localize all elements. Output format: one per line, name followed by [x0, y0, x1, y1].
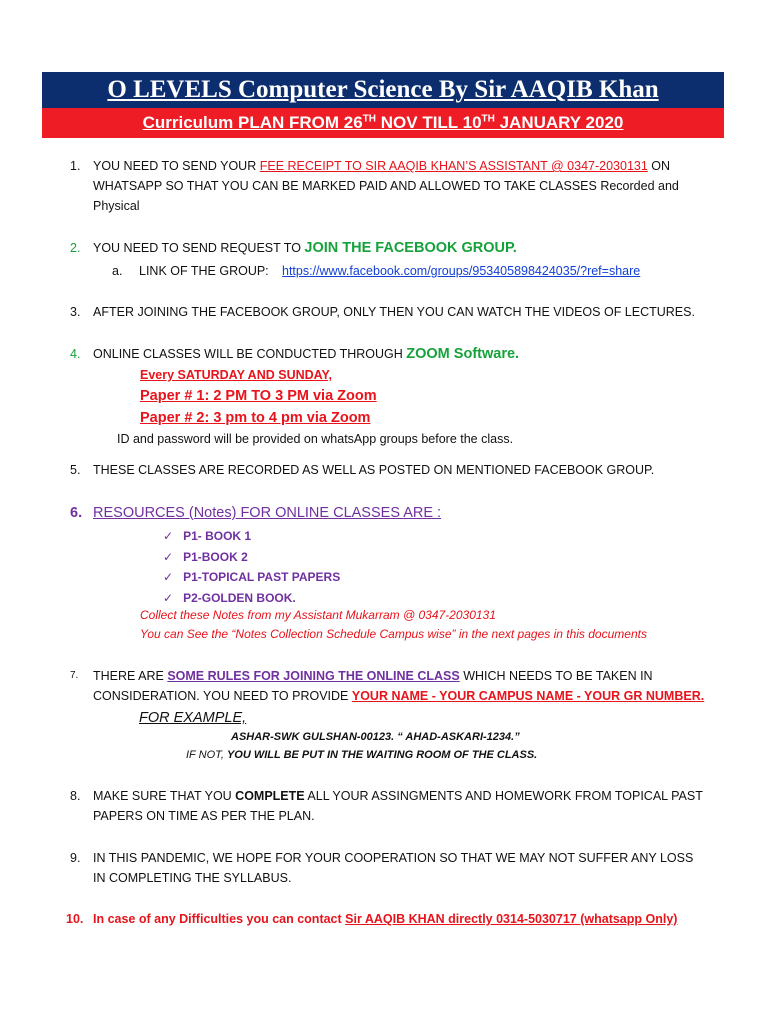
class-days: Every SATURDAY AND SUNDAY,: [140, 368, 332, 382]
fee-receipt-highlight: FEE RECEIPT TO SIR AAQIB KHAN’S ASSISTANT @ 0347-2030131: [259, 159, 648, 173]
item-number: 10.: [66, 912, 84, 926]
item-number: 9.: [70, 851, 81, 865]
title-banner: [42, 72, 724, 138]
example-label: FOR EXAMPLE,: [139, 710, 247, 726]
sub-item-label: LINK OF THE GROUP:: [139, 264, 269, 278]
item-number: 4.: [70, 347, 81, 361]
sub-item-letter: a.: [112, 264, 123, 278]
paper-1-schedule: Paper # 1: 2 PM TO 3 PM via Zoom: [140, 388, 377, 404]
facebook-group-link[interactable]: https://www.facebook.com/groups/953405898424035/?ref=share: [282, 264, 641, 278]
facebook-group-highlight: JOIN THE FACEBOOK GROUP.: [304, 240, 517, 256]
checkmark-icon: ✓: [163, 590, 174, 605]
item-text: WHATSAPP SO THAT YOU CAN BE MARKED PAID AND ALLOWED TO TAKE CLASSES Recorded and: [93, 179, 679, 193]
required-info-highlight: YOUR NAME - YOUR CAMPUS NAME - YOUR GR NUMBER.: [351, 689, 705, 703]
resources-heading: RESOURCES (Notes) FOR ONLINE CLASSES ARE :: [93, 505, 442, 521]
item-text: ONLINE CLASSES WILL BE CONDUCTED THROUGH: [93, 347, 407, 361]
title-bar: [42, 72, 724, 108]
login-note: ID and password will be provided on whatsApp groups before the class.: [117, 432, 514, 446]
paper-2-schedule: Paper # 2: 3 pm to 4 pm via Zoom: [140, 410, 371, 426]
item-text: AFTER JOINING THE FACEBOOK GROUP, ONLY THEN YOU CAN WATCH THE VIDEOS OF LECTURES.: [93, 305, 695, 319]
resource-item: ✓ P2-GOLDEN BOOK.: [163, 590, 296, 605]
example-text: ASHAR-SWK GULSHAN-00123. “ AHAD-ASKARI-1234.”: [231, 731, 520, 743]
zoom-highlight: ZOOM Software.: [406, 346, 520, 362]
schedule-note: You can See the “Notes Collection Schedule Campus wise” in the next pages in this documents: [140, 627, 647, 641]
item-text: YOU NEED TO SEND YOUR: [93, 159, 260, 173]
subtitle-bar: [42, 108, 724, 138]
contact-highlight: Sir AAQIB KHAN directly 0314-5030717 (whatsapp Only): [345, 912, 678, 926]
checkmark-icon: ✓: [163, 570, 174, 584]
page-subtitle: Curriculum PLAN FROM 26TH NOV TILL 10TH JANUARY 2020: [142, 113, 624, 132]
resource-item: ✓ P1-BOOK 2: [163, 549, 248, 564]
checkmark-icon: ✓: [163, 549, 174, 564]
item-number: 3.: [70, 305, 81, 319]
item-text: THESE CLASSES ARE RECORDED AS WELL AS POSTED ON MENTIONED FACEBOOK GROUP.: [93, 463, 655, 477]
item-number: 7.: [70, 670, 79, 681]
item-number: 5.: [70, 463, 81, 477]
page-title: O LEVELS Computer Science By Sir AAQIB Khan: [107, 76, 659, 103]
item-text: Physical: [93, 199, 140, 213]
resource-item: ✓ P1- BOOK 1: [163, 529, 252, 543]
item-number: 2.: [70, 241, 81, 255]
resources-list: [163, 526, 340, 608]
item-text: YOU NEED TO SEND REQUEST TO: [93, 241, 305, 255]
notes-collection-note: Collect these Notes from my Assistant Mukarram @ 0347-2030131: [140, 608, 496, 622]
rules-highlight: SOME RULES FOR JOINING THE ONLINE CLASS: [167, 669, 460, 683]
item-number: 6.: [70, 505, 83, 521]
checkmark-icon: ✓: [163, 529, 174, 543]
item-number: 1.: [70, 159, 81, 173]
resource-item: ✓ P1-TOPICAL PAST PAPERS: [163, 570, 341, 584]
item-number: 8.: [70, 789, 81, 803]
waiting-room-note: IF NOT, YOU WILL BE PUT IN THE WAITING ROOM OF THE CLASS.: [186, 749, 538, 761]
